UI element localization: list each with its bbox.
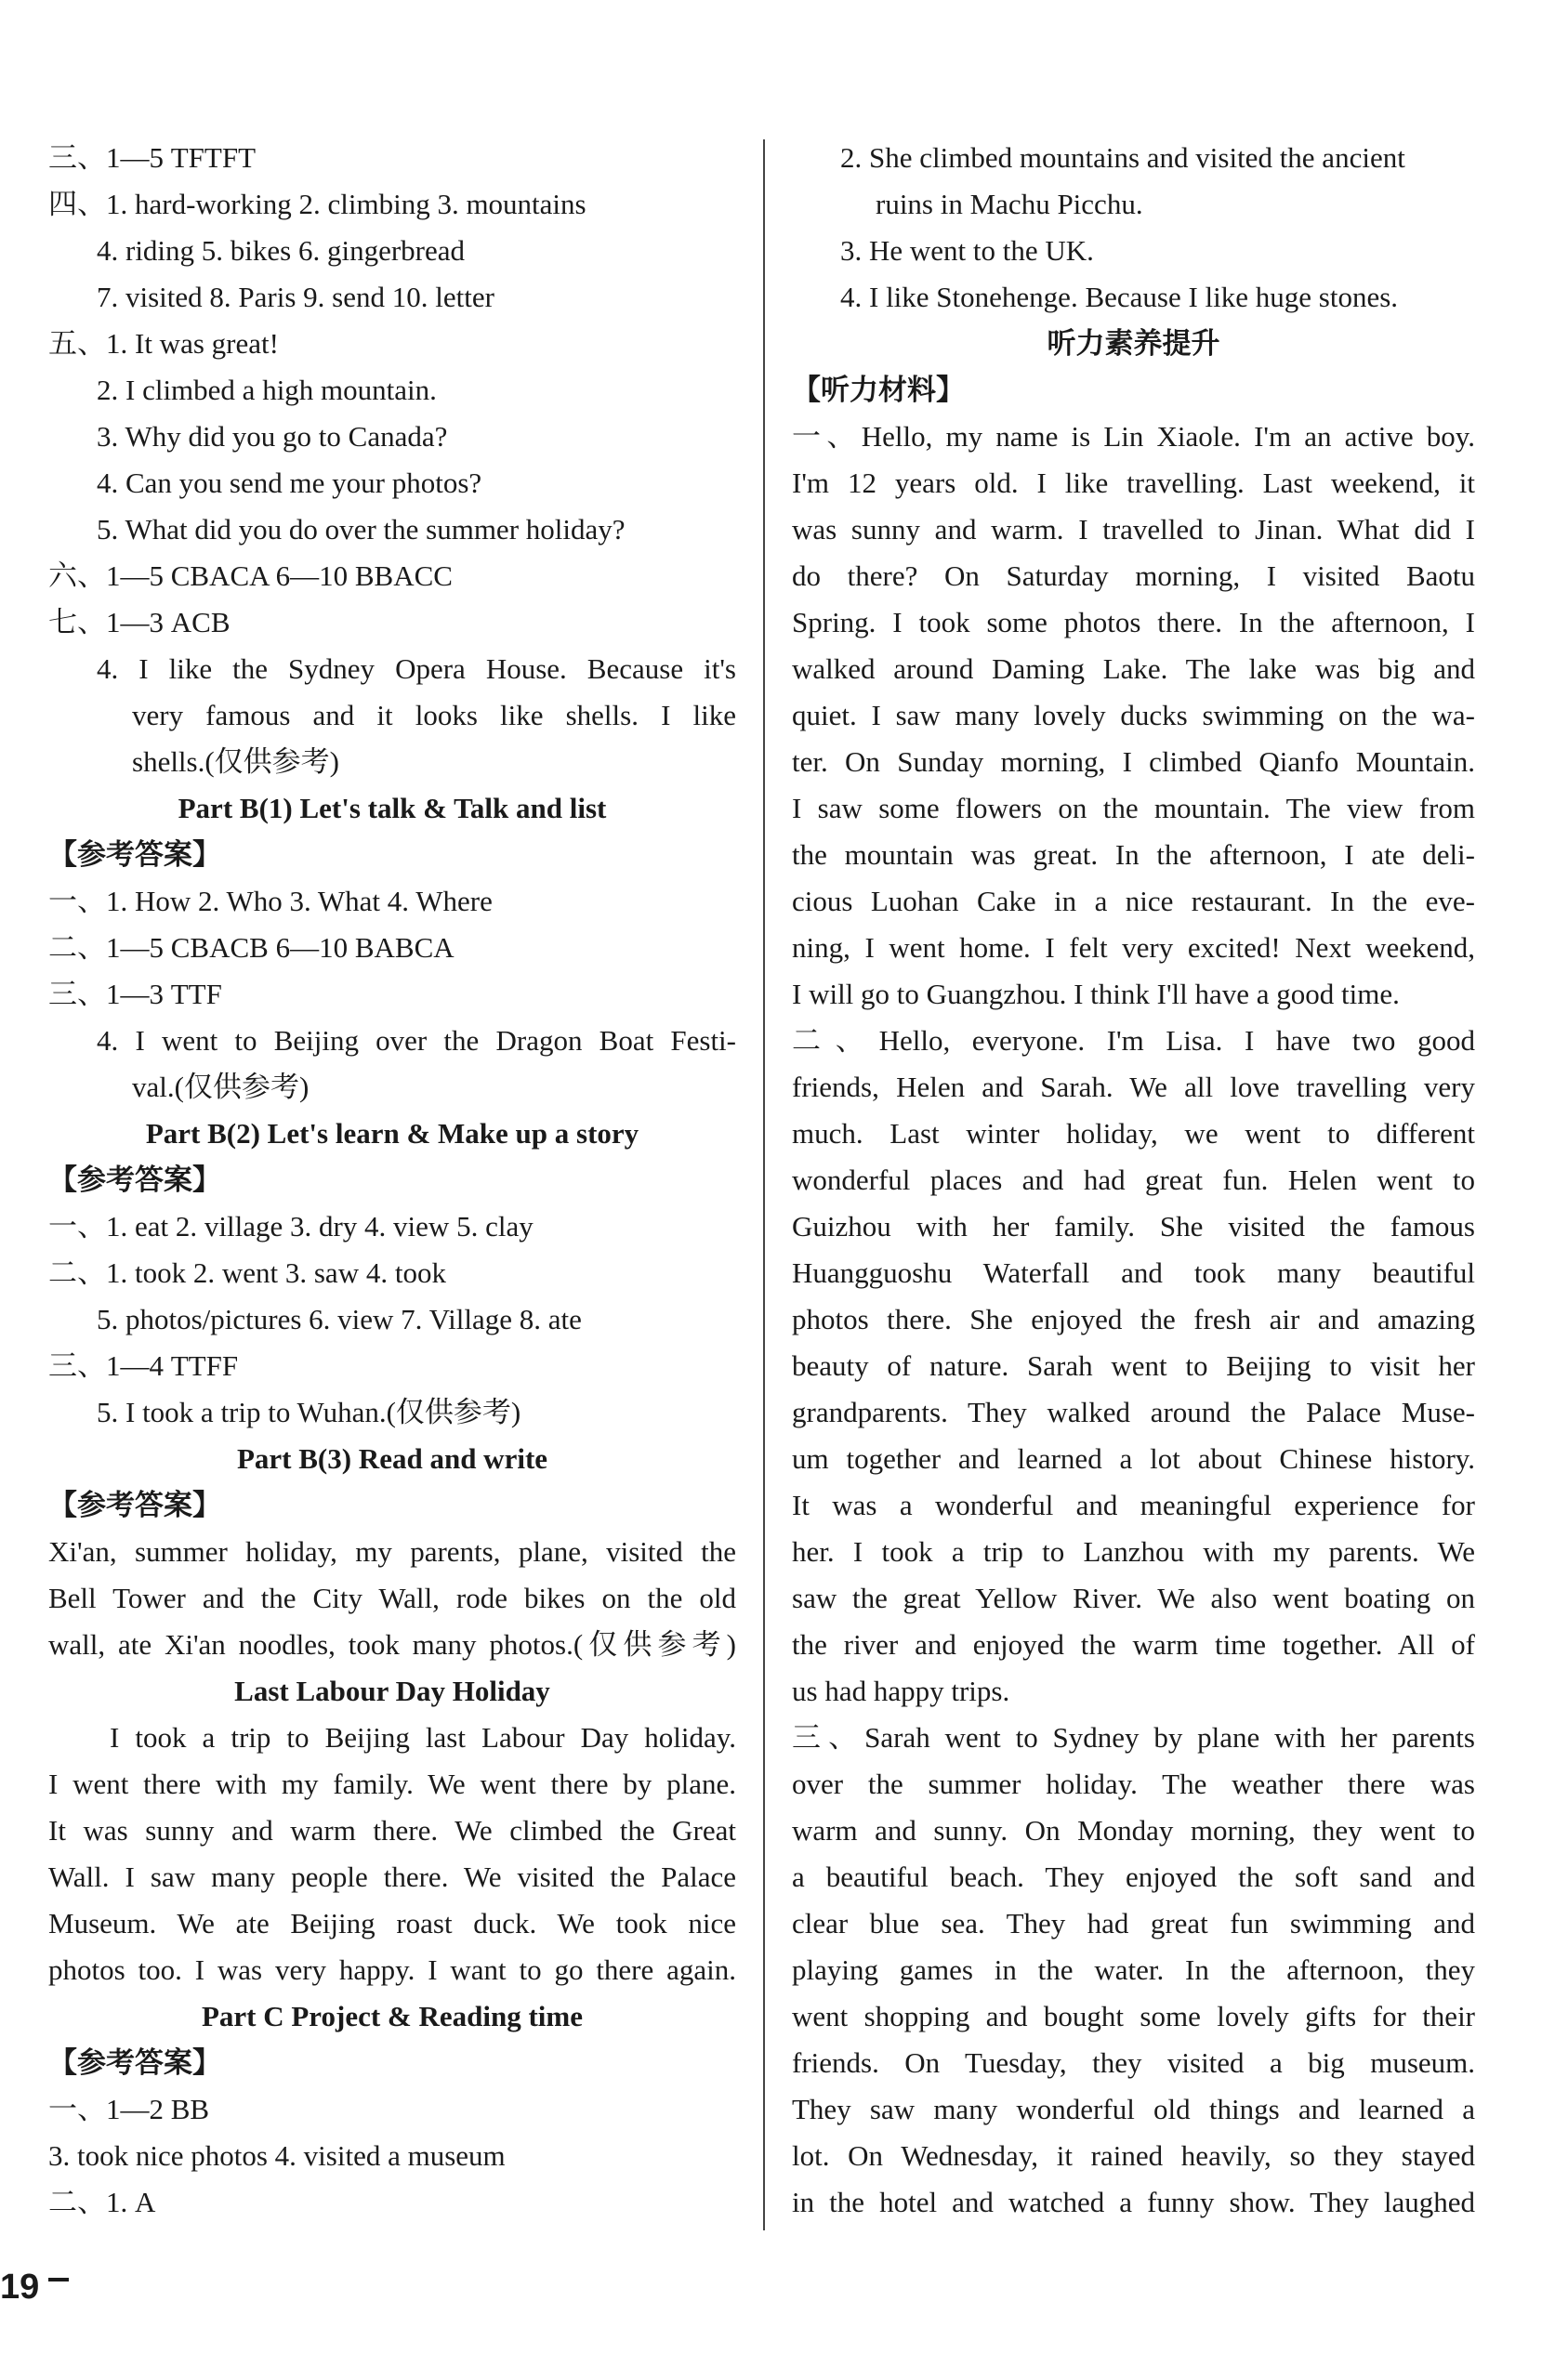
passage-line: walked around Daming Lake. The lake was big and: [792, 652, 1475, 685]
answer-line: 一、1—2 BB: [48, 2093, 210, 2125]
answer-line: 4. Can you send me your photos?: [97, 467, 482, 499]
passage-line: went shopping and bought some lovely gifts for their: [792, 2000, 1475, 2032]
listening-material-label: 【听力材料】: [792, 374, 965, 406]
passage-line: the mountain was great. In the afternoon, I ate deli-: [792, 838, 1475, 871]
essay-line: It was sunny and warm there. We climbed the Great: [48, 1814, 736, 1847]
passage-line: um together and learned a lot about Chinese history.: [792, 1442, 1475, 1475]
answer-line: 三、1—5 TFTFT: [48, 141, 257, 174]
passage-line: playing games in the water. In the afternoon, they: [792, 1953, 1475, 1986]
answer-line: 五、1. It was great!: [48, 327, 279, 360]
answer-line: 六、1—5 CBACA 6—10 BBACC: [48, 559, 453, 592]
essay-line: Museum. We ate Beijing roast duck. We took nice: [48, 1907, 736, 1940]
answer-line: 4. I like the Sydney Opera House. Because it's: [97, 652, 736, 685]
essay-line: I went there with my family. We went there by plane.: [48, 1768, 736, 1800]
answer-line: 2. I climbed a high mountain.: [97, 374, 437, 406]
passage-line: beauty of nature. Sarah went to Beijing to visit her: [792, 1349, 1475, 1382]
section-heading-part-b1: Part B(1) Let's talk & Talk and list: [178, 792, 607, 824]
answer-line: 4. I like Stonehenge. Because I like huge stones.: [840, 281, 1399, 313]
reference-answer-label: 【参考答案】: [48, 1489, 221, 1521]
passage-line: the river and enjoyed the warm time together. All of: [792, 1628, 1475, 1661]
passage-line: ning, I went home. I felt very excited! Next weekend,: [792, 931, 1475, 964]
answer-line: very famous and it looks like shells. I like: [132, 699, 736, 731]
section-heading-part-b2: Part B(2) Let's learn & Make up a story: [145, 1117, 639, 1150]
answer-line: 二、1. A: [48, 2186, 156, 2218]
answer-line: 四、1. hard-working 2. climbing 3. mountains: [48, 188, 586, 220]
left-column: [48, 135, 736, 2226]
passage-line: warm and sunny. On Monday morning, they went to: [792, 1814, 1475, 1847]
essay-line: Wall. I saw many people there. We visited the Palace: [48, 1861, 736, 1893]
answer-line: ruins in Machu Picchu.: [876, 188, 1143, 220]
answer-line: 三、1—4 TTFF: [48, 1349, 239, 1382]
passage-line: wonderful places and had great fun. Helen went to: [792, 1164, 1475, 1196]
page-number-dash: [48, 2278, 69, 2281]
passage-line: I'm 12 years old. I like travelling. Last weekend, it: [792, 467, 1475, 499]
answer-line: 七、1—3 ACB: [48, 606, 231, 638]
passage-line: quiet. I saw many lovely ducks swimming on the wa-: [792, 699, 1475, 731]
page-number: 19: [0, 2268, 40, 2307]
essay-title: Last Labour Day Holiday: [234, 1675, 550, 1707]
passage-line: grandparents. They walked around the Palace Muse-: [792, 1396, 1475, 1428]
answer-line: 5. I took a trip to Wuhan.(仅供参考): [97, 1396, 521, 1428]
answer-line: val.(仅供参考): [132, 1071, 310, 1103]
passage-line: ter. On Sunday morning, I climbed Qianfo Mountain.: [792, 745, 1475, 778]
column-divider: [763, 139, 765, 2230]
passage-line: was sunny and warm. I travelled to Jinan. What did I: [792, 513, 1475, 546]
passage-line: Spring. I took some photos there. In the afternoon, I: [792, 606, 1475, 638]
passage-line: They saw many wonderful old things and learned a: [792, 2093, 1475, 2125]
passage-line: a beautiful beach. They enjoyed the soft sand and: [792, 1861, 1475, 1893]
passage-line: I saw some flowers on the mountain. The view from: [792, 792, 1475, 824]
answer-line: 三、1—3 TTF: [48, 978, 222, 1010]
reference-answer-label: 【参考答案】: [48, 2046, 221, 2079]
answer-line: Xi'an, summer holiday, my parents, plane, visited the: [48, 1535, 736, 1568]
passage-line: 一、Hello, my name is Lin Xiaole. I'm an active boy.: [792, 420, 1475, 453]
reference-answer-label: 【参考答案】: [48, 1164, 221, 1196]
passage-line: It was a wonderful and meaningful experience for: [792, 1489, 1475, 1521]
answer-line: wall, ate Xi'an noodles, took many photos.(仅供参考): [48, 1628, 736, 1661]
answer-line: Bell Tower and the City Wall, rode bikes on the old: [48, 1582, 736, 1614]
section-heading-listening: 听力素养提升: [1047, 327, 1220, 360]
answer-line: 2. She climbed mountains and visited the ancient: [840, 141, 1405, 174]
passage-line: friends. On Tuesday, they visited a big museum.: [792, 2046, 1475, 2079]
passage-line: her. I took a trip to Lanzhou with my parents. We: [792, 1535, 1475, 1568]
passage-line: saw the great Yellow River. We also went boating on: [792, 1582, 1475, 1614]
reference-answer-label: 【参考答案】: [48, 838, 221, 871]
passage-line: do there? On Saturday morning, I visited Baotu: [792, 559, 1475, 592]
passage-line: I will go to Guangzhou. I think I'll have a good time.: [792, 978, 1400, 1010]
answer-line: 3. Why did you go to Canada?: [97, 420, 448, 453]
section-heading-part-c: Part C Project & Reading time: [201, 2000, 584, 2032]
passage-line: friends, Helen and Sarah. We all love travelling very: [792, 1071, 1475, 1103]
passage-line: over the summer holiday. The weather there was: [792, 1768, 1475, 1800]
passage-line: clear blue sea. They had great fun swimming and: [792, 1907, 1475, 1940]
passage-line: cious Luohan Cake in a nice restaurant. In the eve-: [792, 885, 1475, 917]
answer-line: 5. photos/pictures 6. view 7. Village 8. ate: [97, 1303, 582, 1335]
passage-line: Huangguoshu Waterfall and took many beautiful: [792, 1256, 1475, 1289]
passage-line: 二、Hello, everyone. I'm Lisa. I have two good: [792, 1024, 1475, 1057]
answer-line: 二、1—5 CBACB 6—10 BABCA: [48, 931, 455, 964]
listening-passage-3: [792, 1715, 1475, 2226]
passage-line: in the hotel and watched a funny show. They laughed: [792, 2186, 1475, 2218]
passage-line: 三、Sarah went to Sydney by plane with her parents: [792, 1721, 1475, 1754]
answer-line: 3. He went to the UK.: [840, 234, 1094, 267]
answer-line: 4. I went to Beijing over the Dragon Boat Festi-: [97, 1024, 736, 1057]
answer-line: 二、1. took 2. went 3. saw 4. took: [48, 1256, 446, 1289]
passage-line: lot. On Wednesday, it rained heavily, so they stayed: [792, 2139, 1475, 2172]
section-heading-part-b3: Part B(3) Read and write: [236, 1442, 548, 1475]
listening-passage-1: [792, 414, 1475, 1018]
essay-line: I took a trip to Beijing last Labour Day holiday.: [110, 1721, 736, 1754]
answer-line: shells.(仅供参考): [132, 745, 340, 778]
answer-line: 一、1. How 2. Who 3. What 4. Where: [48, 885, 493, 917]
answer-line: 4. riding 5. bikes 6. gingerbread: [97, 234, 466, 267]
answer-line: 7. visited 8. Paris 9. send 10. letter: [97, 281, 494, 313]
essay-line: photos too. I was very happy. I want to go there again.: [48, 1953, 736, 1986]
passage-line: us had happy trips.: [792, 1675, 1010, 1707]
answer-line: 5. What did you do over the summer holiday?: [97, 513, 626, 546]
listening-passage-2: [792, 1018, 1475, 1715]
answer-line: 3. took nice photos 4. visited a museum: [48, 2139, 506, 2172]
passage-line: photos there. She enjoyed the fresh air and amazing: [792, 1303, 1475, 1335]
passage-line: much. Last winter holiday, we went to different: [792, 1117, 1475, 1150]
answer-line: 一、1. eat 2. village 3. dry 4. view 5. clay: [48, 1210, 534, 1243]
passage-line: Guizhou with her family. She visited the famous: [792, 1210, 1475, 1243]
right-column: [792, 135, 1475, 2226]
